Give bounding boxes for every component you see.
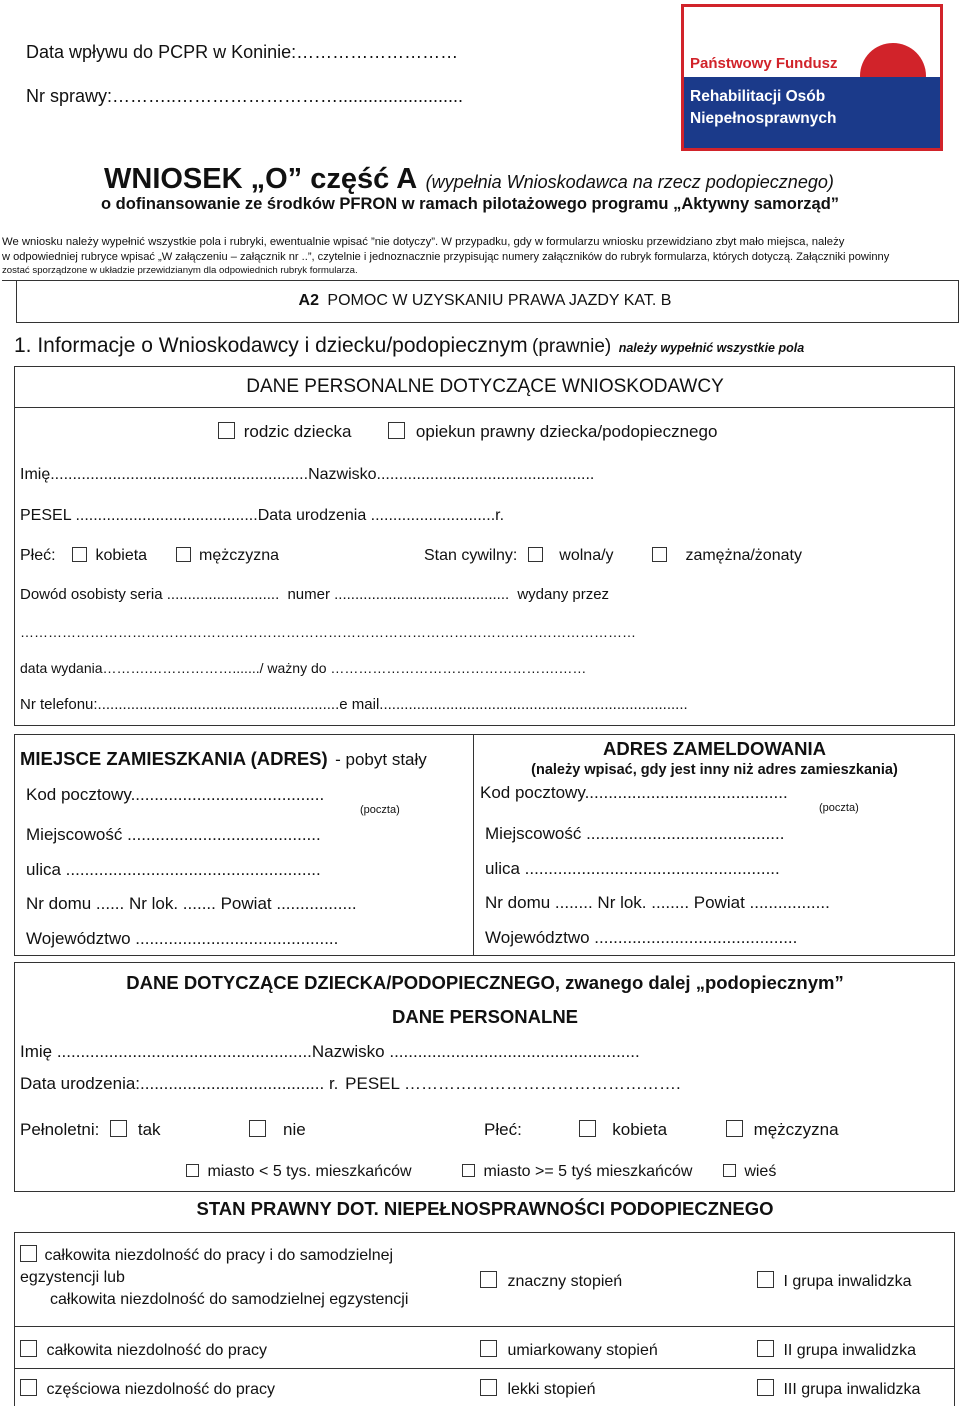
child-heading: DANE DOTYCZĄCE DZIECKA/PODOPIECZNEGO, zwanego dalej „podopiecznym” [126, 972, 844, 993]
left-kod-field[interactable]: Kod pocztowy......................................... [26, 785, 325, 804]
left-poczta-label: (poczta) [360, 804, 400, 816]
kobieta-label: kobieta [95, 547, 148, 564]
logo-line2: Rehabilitacji Osób [690, 88, 826, 105]
dis-row2-c [757, 1340, 916, 1360]
pesel-field[interactable]: PESEL ......................................... [20, 507, 258, 524]
child-plec-label: Płeć: [484, 1120, 522, 1139]
dis-row1-b [480, 1271, 622, 1291]
dis-row1-c-checkbox[interactable] [757, 1271, 774, 1288]
miejscowosc-row [186, 1163, 776, 1181]
wies-checkbox[interactable] [723, 1164, 736, 1177]
pfron-logo [681, 4, 943, 151]
wolna-label: wolna/y [559, 547, 614, 564]
pelnoletni-label: Pełnoletni: [20, 1120, 100, 1139]
zamezna-label: zamężna/żonaty [685, 547, 802, 564]
child-subheading: DANE PERSONALNE [391, 1006, 579, 1027]
dis-row2-a-text: całkowita niezdolność do pracy [46, 1342, 268, 1359]
instructions-line2: w odpowiedniej rubryce wpisać „W załączeniu – załącznik nr ..”, czytelnie i jednoznacznie przypisując numery załączników do rubryk formularza, których dotyczą. Załączniki powinny [2, 251, 890, 263]
miasto-small-checkbox[interactable] [186, 1164, 199, 1177]
email-field[interactable]: e mail.......................................................................... [339, 696, 688, 713]
left-ulica-field[interactable]: ulica ...................................................... [26, 860, 321, 879]
dis-row3-a [20, 1379, 275, 1399]
instructions-line3: zostać sporządzone w układzie przewidzianym dla odpowiednich rubryk formularza. [2, 265, 358, 276]
miasto-large-checkbox[interactable] [462, 1164, 475, 1177]
plec-label: Płeć: [20, 547, 56, 564]
child-kobieta-label: kobieta [612, 1120, 668, 1139]
dis-row3-c [757, 1379, 920, 1399]
right-wojewodztwo-field[interactable]: Województwo ........................................... [485, 928, 798, 947]
address-right-note: (należy wpisać, gdy jest inny niż adres zamieszkania) [531, 762, 898, 778]
pelnoletni-row [20, 1120, 306, 1140]
left-wojewodztwo-field[interactable]: Województwo ........................................... [26, 929, 339, 948]
nazwisko-field[interactable]: Nazwisko................................................. [308, 466, 595, 483]
nie-checkbox[interactable] [249, 1120, 266, 1137]
child-mezczyzna-checkbox[interactable] [726, 1120, 743, 1137]
opiekun-label: opiekun prawny dziecka/podopiecznego [415, 422, 718, 441]
right-poczta-label: (poczta) [819, 802, 859, 814]
stan-label: Stan cywilny: [424, 547, 518, 564]
form-subtitle: o dofinansowanie ze środków PFRON w ramach pilotażowego programu „Aktywny samorząd” [101, 195, 840, 213]
tak-checkbox[interactable] [110, 1120, 127, 1137]
dis-row3-b [480, 1379, 596, 1399]
child-pesel-field[interactable]: PESEL …………………………………………. [345, 1074, 681, 1093]
child-kobieta-checkbox[interactable] [579, 1120, 596, 1137]
logo-blue-band [684, 77, 940, 151]
dis-row2-b-checkbox[interactable] [480, 1340, 497, 1357]
dis-row1-a-text2: egzystencji lub [20, 1269, 125, 1286]
data-wydania-row[interactable]: data wydania……….………………......./ ważny do ………………………………………….…… [20, 660, 587, 676]
wydany-przez-line[interactable]: …………………………………………………………………………………………………………………… [20, 624, 636, 640]
dis-row3-b-text: lekki stopień [507, 1381, 596, 1398]
right-ulica-field[interactable]: ulica ...................................................... [485, 859, 780, 878]
data-urodzenia-field[interactable]: Data urodzenia ............................r. [257, 507, 505, 524]
imie-field[interactable]: Imię.......................................................... [20, 466, 309, 483]
child-mezczyzna-label: mężczyzna [753, 1120, 839, 1139]
miasto-large-label: miasto >= 5 tyś mieszkańców [483, 1163, 693, 1180]
applicant-heading: DANE PERSONALNE DOTYCZĄCE WNIOSKODAWCY [246, 376, 724, 397]
right-miejscowosc-field[interactable]: Miejscowość .......................................... [485, 824, 785, 843]
child-data-row [20, 1074, 681, 1094]
dis-row1-a [20, 1245, 408, 1311]
nr-sprawy: Nr sprawy:………..………………………......................... [26, 86, 464, 106]
dis-row3-c-text: III grupa inwalidzka [783, 1381, 921, 1398]
section1-note: (prawnie) [532, 336, 612, 357]
dis-row1-a-text1: całkowita niezdolność do pracy i do samodzielnej [44, 1247, 394, 1264]
section1-title: 1. Informacje o Wnioskodawcy i dziecku/podopiecznym [14, 334, 528, 357]
address-left-title: MIEJSCE ZAMIESZKANIA (ADRES) [20, 748, 328, 769]
dis-row1-a-text3: całkowita niezdolność do samodzielnej egzystencji [50, 1291, 409, 1308]
dis-row2-c-text: II grupa inwalidzka [783, 1342, 916, 1359]
address-right-heading: ADRES ZAMELDOWANIA [602, 738, 827, 759]
module-code: A2 [298, 292, 319, 309]
dis-row3-c-checkbox[interactable] [757, 1379, 774, 1396]
disability-row-divider-1 [14, 1326, 955, 1327]
address-left-heading [20, 748, 427, 770]
disability-heading: STAN PRAWNY DOT. NIEPEŁNOSPRAWNOŚCI PODOPIECZNEGO [196, 1198, 774, 1219]
dis-row3-b-checkbox[interactable] [480, 1379, 497, 1396]
module-title [0, 292, 960, 310]
section1-hint: należy wypełnić wszystkie pola [618, 341, 805, 355]
module-text: POMOC W UZYSKANIU PRAWA JAZDY KAT. B [327, 292, 672, 309]
child-imie-row [20, 1042, 640, 1062]
dis-row2-b [480, 1340, 658, 1360]
numer-field[interactable]: numer .......................................... [287, 586, 510, 603]
dis-row1-b-text: znaczny stopień [507, 1273, 623, 1290]
address-left-note: - pobyt stały [335, 750, 427, 769]
section1-heading [14, 334, 804, 358]
dowod-field[interactable]: Dowód osobisty seria ........................... [20, 586, 280, 603]
instructions-line1: We wniosku należy wypełnić wszystkie pola i rubryki, ewentualnie wpisać ”nie dotyczy”. W przypadku, gdy w formularzu wniosku przewidziano zbyt mało miejsca, należy [2, 236, 845, 248]
mezczyzna-label: mężczyzna [198, 547, 280, 564]
dis-row2-b-text: umiarkowany stopień [507, 1342, 658, 1359]
applicant-fields-box [14, 408, 955, 726]
child-plec-row [484, 1120, 839, 1140]
right-nr-domu-field[interactable]: Nr domu ........ Nr lok. ........ Powiat ................. [485, 893, 830, 912]
wies-label: wieś [744, 1163, 777, 1180]
disability-row-divider-2 [14, 1368, 955, 1369]
telefon-field[interactable]: Nr telefonu:.......................................................... [20, 696, 340, 713]
dis-row2-a [20, 1340, 267, 1360]
dis-row3-a-checkbox[interactable] [20, 1379, 37, 1396]
nie-label: nie [283, 1120, 306, 1139]
dis-row1-c-text: I grupa inwalidzka [783, 1273, 912, 1290]
wydany-label: wydany przez [517, 586, 610, 603]
left-miejscowosc-field[interactable]: Miejscowość ......................................... [26, 825, 321, 844]
form-title [104, 163, 834, 196]
right-kod-field[interactable]: Kod pocztowy........................................... [480, 783, 788, 802]
miasto-small-label: miasto < 5 tys. mieszkańców [207, 1163, 412, 1180]
rodzic-label: rodzic dziecka [243, 422, 352, 441]
child-data-urodzenia-field[interactable]: Data urodzenia:....................................... r. [20, 1074, 339, 1093]
dis-row2-a-checkbox[interactable] [20, 1340, 37, 1357]
child-nazwisko-field[interactable]: Nazwisko ..................................................... [311, 1042, 640, 1061]
title-main: WNIOSEK „O” część A [104, 163, 418, 195]
dis-row1-a-checkbox[interactable] [20, 1245, 37, 1262]
dis-row2-c-checkbox[interactable] [757, 1340, 774, 1357]
dis-row3-a-text: częściowa niezdolność do pracy [46, 1381, 276, 1398]
left-nr-domu-field[interactable]: Nr domu ...... Nr lok. ....... Powiat ................. [26, 894, 357, 913]
data-wplywu: Data wpływu do PCPR w Koninie:……………………… [26, 42, 459, 62]
logo-line3: Niepełnosprawnych [690, 110, 837, 127]
child-imie-field[interactable]: Imię ...................................................... [20, 1042, 312, 1061]
title-note: (wypełnia Wnioskodawca na rzecz podopiecznego) [425, 172, 834, 192]
dis-row1-c [757, 1271, 912, 1291]
logo-line1: Państwowy Fundusz [690, 55, 838, 72]
tak-label: tak [137, 1120, 161, 1139]
dis-row1-b-checkbox[interactable] [480, 1271, 497, 1288]
